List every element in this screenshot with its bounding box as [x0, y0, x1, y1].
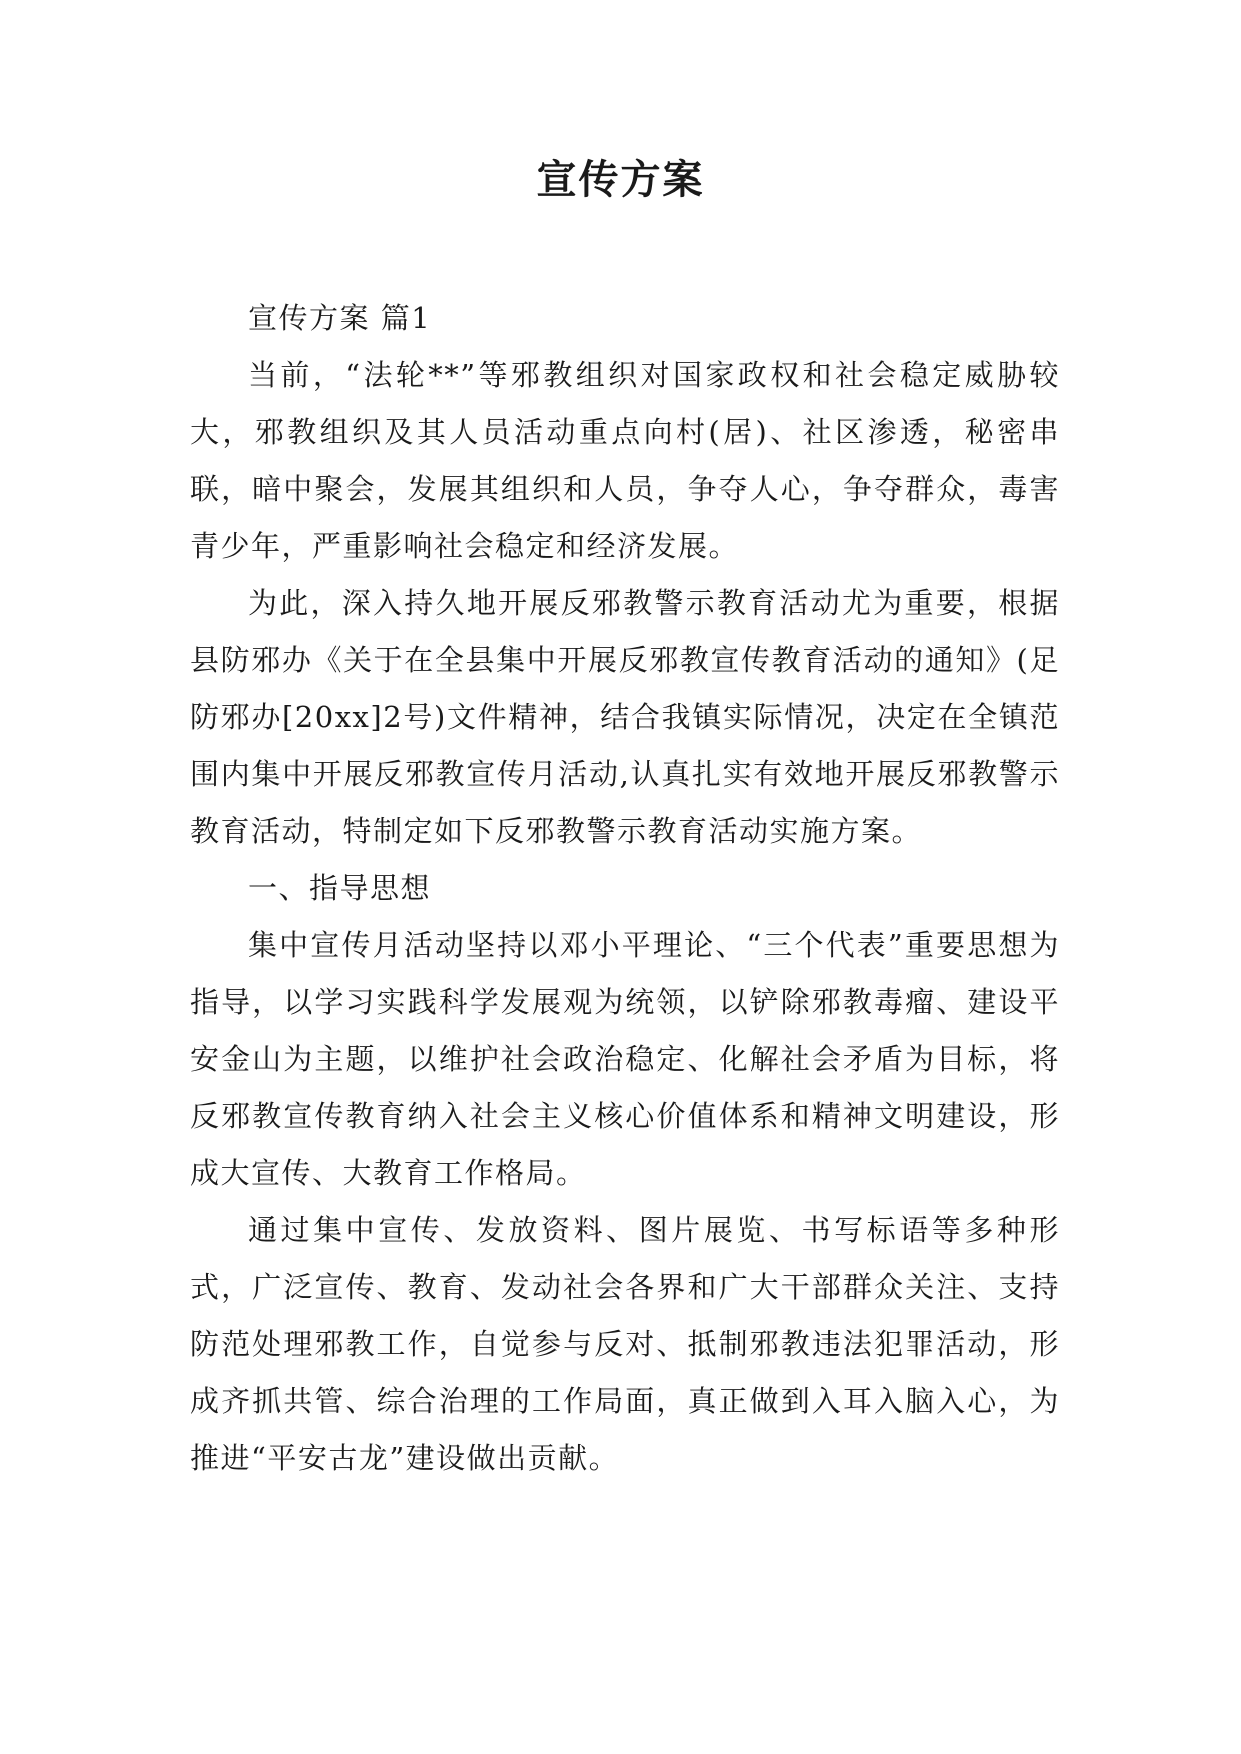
paragraph-background: 当前，“法轮**”等邪教组织对国家政权和社会稳定威胁较大，邪教组织及其人员活动重点向村(居)、社区渗透，秘密串联，暗中聚会，发展其组织和人员，争夺人心，争夺群众，毒害青少年，严重影响社会稳定和经济发展。 [190, 358, 1060, 563]
document-body [190, 290, 1060, 1487]
section-heading-guiding-ideology: 一、指导思想 [248, 871, 432, 905]
document-title: 宣传方案 [536, 157, 705, 203]
paragraph-guiding-ideology: 集中宣传月活动坚持以邓小平理论、“三个代表”重要思想为指导，以学习实践科学发展观为统领，以铲除邪教毒瘤、建设平安金山为主题，以维护社会政治稳定、化解社会矛盾为目标，将反邪教宣传教育纳入社会主义核心价值体系和精神文明建设，形成大宣传、大教育工作格局。 [190, 928, 1060, 1190]
paragraph-purpose: 为此，深入持久地开展反邪教警示教育活动尤为重要，根据县防邪办《关于在全县集中开展反邪教宣传教育活动的通知》(足防邪办[20xx]2号)文件精神，结合我镇实际情况，决定在全镇范围内集中开展反邪教宣传月活动,认真扎实有效地开展反邪教警示教育活动，特制定如下反邪教警示教育活动实施方案。 [190, 586, 1060, 848]
paragraph-methods: 通过集中宣传、发放资料、图片展览、书写标语等多种形式，广泛宣传、教育、发动社会各界和广大干部群众关注、支持防范处理邪教工作，自觉参与反对、抵制邪教违法犯罪活动，形成齐抓共管、综合治理的工作局面，真正做到入耳入脑入心，为推进“平安古龙”建设做出贡献。 [190, 1213, 1060, 1475]
section-heading-part1: 宣传方案 篇1 [248, 301, 432, 335]
